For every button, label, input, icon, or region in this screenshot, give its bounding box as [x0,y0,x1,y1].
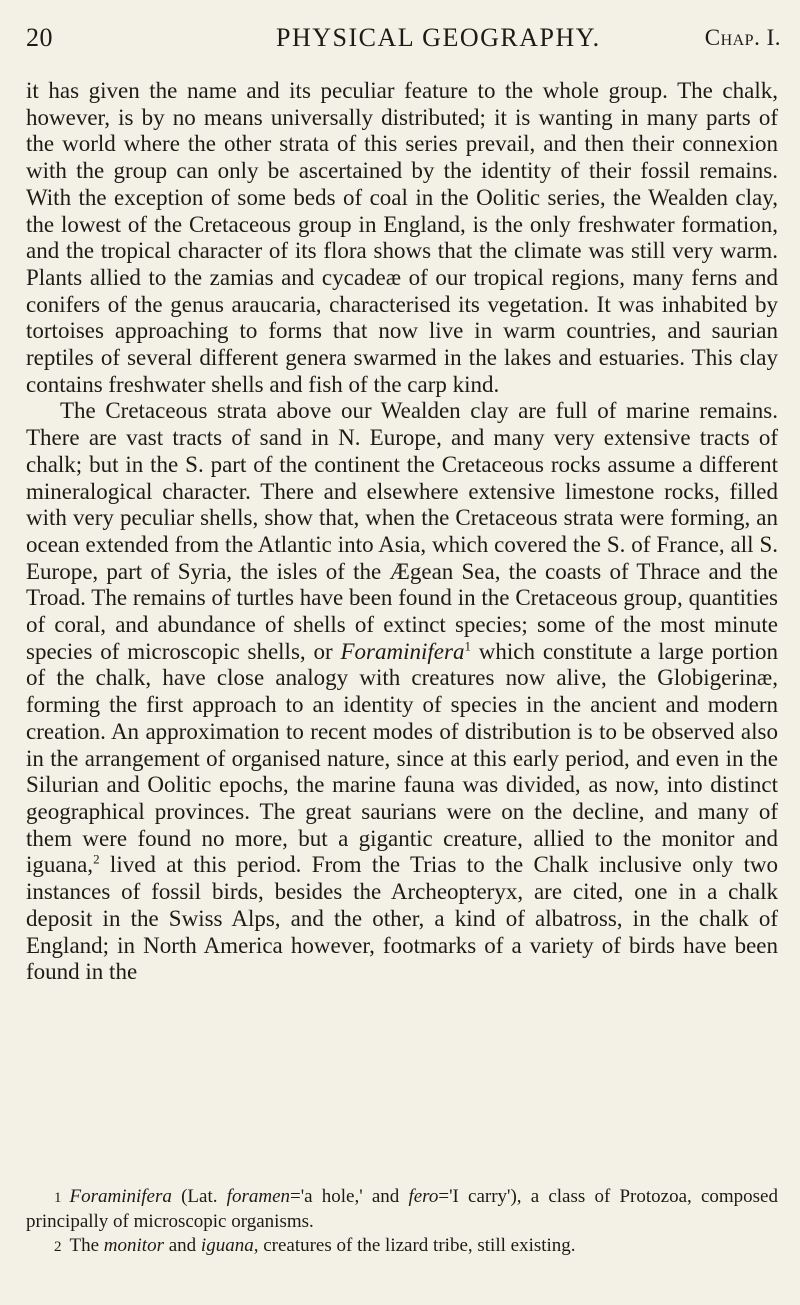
footnote-text: ='a hole,' and [290,1186,409,1207]
footnote-text: (Lat. [171,1186,227,1207]
footnote-term: monitor [103,1235,164,1256]
chapter-label: Chap. I. [704,25,781,50]
running-title: PHYSICAL GEOGRAPHY. [276,23,601,52]
paragraph-text: The Cretaceous strata above our Wealden clay are full of marine remains. There are vast tracts of sand in N. Europe, and many very extensive tracts of chalk; but in the S. part of the continent the Cretaceous rocks assume a different mineralogical character. There and elsewhere extensive limestone rocks, filled with very peculiar shells, show that, when the Cretaceous strata were forming, an ocean extended from the Atlantic into Asia, which covered the S. of France, all S. Europe, part of Syria, the isles of the Ægean Sea, the coasts of Thrace and the Troad. The remains of turtles have been found in the Cretaceous group, quantities of coral, and abundance of shells of extinct species; some of the most minute species of microscopic shells, or [26,398,778,664]
footnote-2 [26,1234,778,1259]
footnote-number: 2 [54,1239,62,1255]
footnote-1 [26,1185,778,1234]
term-foraminifera: Foraminifera [340,638,465,664]
paragraph-text: lived at this period. From the Trias to the Chalk inclusive only two instances of fossil birds, besides the Archeopteryx, are cited, one in a chalk deposit in the Swiss Alps, and the other, a kind of albatross, in the chalk of England; in North America however, footmarks of a variety of birds have been found in the [26,852,778,985]
footnote-number: 1 [54,1190,62,1206]
footnote-term: Foraminifera [69,1186,172,1207]
running-header [26,18,781,58]
footnotes [26,1185,778,1259]
footnote-ref-1: 1 [464,638,471,654]
footnote-ref-2: 2 [93,851,100,867]
footnote-text: , creatures of the lizard tribe, still existing. [253,1235,576,1256]
footnote-text: and [163,1235,201,1256]
footnote-term: iguana [200,1235,254,1256]
paragraph-text: which constitute a large portion of the chalk, have close analogy with creatures now alive, the Globigerinæ, forming the first approach to an identity of species in the ancient and modern creation. An approximation to recent modes of distribution is to be observed also in the arrangement of organised nature, since at this early period, and even in the Silurian and Oolitic epochs, the marine fauna was divided, as now, into distinct geographical provinces. The great saurians were on the decline, and many of them were found no more, but a gigantic creature, allied to the monitor and iguana, [26,638,778,878]
footnote-latin: foramen [226,1186,290,1207]
book-page [26,0,786,1305]
page-number: 20 [26,23,53,52]
paragraph-text: it has given the name and its peculiar feature to the whole group. The chalk, however, is by no means universally distributed; it is wanting in many parts of the world where the other strata of this series prevail, and then their connexion with the group can only be ascertained by the identity of their fossil remains. With the exception of some beds of coal in the Oolitic series, the Wealden clay, the lowest of the Cretaceous group in England, is the only freshwater formation, and the tropical character of its flora shows that the climate was still very warm. Plants allied to the zamias and cycadeæ of our tropical regions, many ferns and conifers of the genus araucaria, characterised its vegetation. It was inhabited by tortoises approaching to forms that now live in warm countries, and saurian reptiles of several different genera swarmed in the lakes and estuaries. This clay contains freshwater shells and fish of the carp kind. [26,78,778,397]
paragraph [26,398,778,985]
paragraph [26,78,778,398]
footnote-text: ='I carry'), a class of Protozoa, composed principally of microscopic organisms. [26,1186,778,1232]
body-text [26,78,778,986]
footnote-text: The [69,1235,104,1256]
footnote-latin: fero [408,1186,439,1207]
